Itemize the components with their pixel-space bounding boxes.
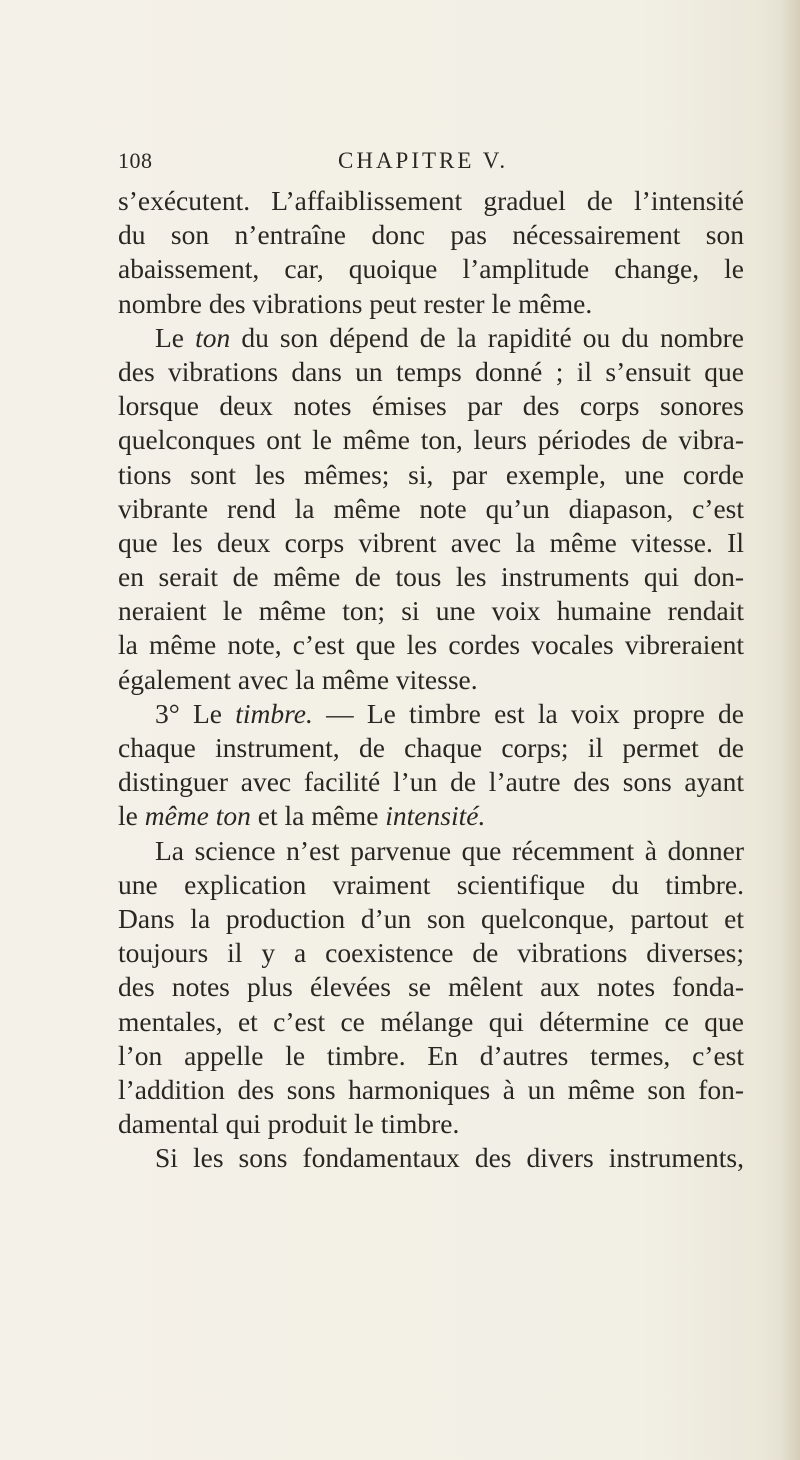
text-line: neraient le même ton; si une voix humaine rendait bbox=[118, 595, 744, 627]
text-line: mentales, et c’est ce mélange qui détermine ce que bbox=[118, 1005, 744, 1037]
text-line: damental qui produit le timbre. bbox=[118, 1108, 460, 1140]
text-line bbox=[118, 321, 744, 355]
text-line bbox=[118, 799, 744, 833]
text-line: quelconques ont le même ton, leurs périodes de vibra- bbox=[118, 424, 744, 456]
text-line: La science n’est parvenue que récemment à donner bbox=[155, 834, 744, 866]
text-fragment: du son dépend de la rapidité ou du nombre bbox=[230, 321, 744, 353]
text-line: tions sont les mêmes; si, par exemple, une corde bbox=[118, 458, 744, 490]
italic-term: ton bbox=[195, 321, 231, 353]
italic-term: même ton bbox=[144, 800, 251, 832]
page-edge-shadow bbox=[780, 0, 800, 1460]
text-line: vibrante rend la même note qu’un diapason, c’est bbox=[118, 492, 744, 524]
text-line: distinguer avec facilité l’un de l’autre des sons ayant bbox=[118, 766, 744, 798]
text-line: toujours il y a coexistence de vibrations diverses; bbox=[118, 937, 744, 969]
body-text bbox=[118, 184, 744, 1175]
text-line: que les deux corps vibrent avec la même vitesse. Il bbox=[118, 526, 744, 558]
italic-term: intensité. bbox=[385, 800, 486, 832]
text-line: la même note, c’est que les cordes vocales vibreraient bbox=[118, 629, 744, 661]
text-line: lorsque deux notes émises par des corps sonores bbox=[118, 390, 744, 422]
text-line: abaissement, car, quoique l’amplitude change, le bbox=[118, 253, 744, 285]
text-line: chaque instrument, de chaque corps; il permet de bbox=[118, 732, 744, 763]
text-line: Si les sons fondamentaux des divers instruments, bbox=[155, 1142, 744, 1174]
text-line: du son n’entraîne donc pas nécessairement son bbox=[118, 219, 744, 251]
text-line: des notes plus élevées se mêlent aux notes fonda- bbox=[118, 971, 744, 1003]
italic-term: timbre. bbox=[235, 697, 313, 729]
text-fragment: Le bbox=[155, 321, 196, 353]
running-head: CHAPITRE V. bbox=[338, 148, 509, 173]
page-header bbox=[118, 148, 738, 178]
text-fragment: et la même bbox=[250, 800, 386, 832]
text-line: en serait de même de tous les instruments qui don- bbox=[118, 561, 744, 593]
page-number: 108 bbox=[118, 148, 153, 173]
text-line bbox=[118, 697, 744, 731]
text-line: une explication vraiment scientifique du timbre. bbox=[118, 868, 744, 900]
text-line: l’on appelle le timbre. En d’autres termes, c’est bbox=[118, 1039, 744, 1071]
text-fragment: 3° Le bbox=[155, 697, 236, 729]
text-line: des vibrations dans un temps donné ; il s’ensuit que bbox=[118, 355, 744, 387]
text-line: Dans la production d’un son quelconque, partout et bbox=[118, 902, 744, 934]
text-line: l’addition des sons harmoniques à un même son fon- bbox=[118, 1073, 744, 1105]
text-fragment: — Le timbre est la voix propre de bbox=[312, 697, 744, 729]
text-fragment: le bbox=[118, 800, 145, 832]
text-line: également avec la même vitesse. bbox=[118, 663, 478, 695]
text-line: s’exécutent. L’affaiblissement graduel de l’intensité bbox=[118, 185, 744, 216]
text-line: nombre des vibrations peut rester le même. bbox=[118, 287, 593, 319]
